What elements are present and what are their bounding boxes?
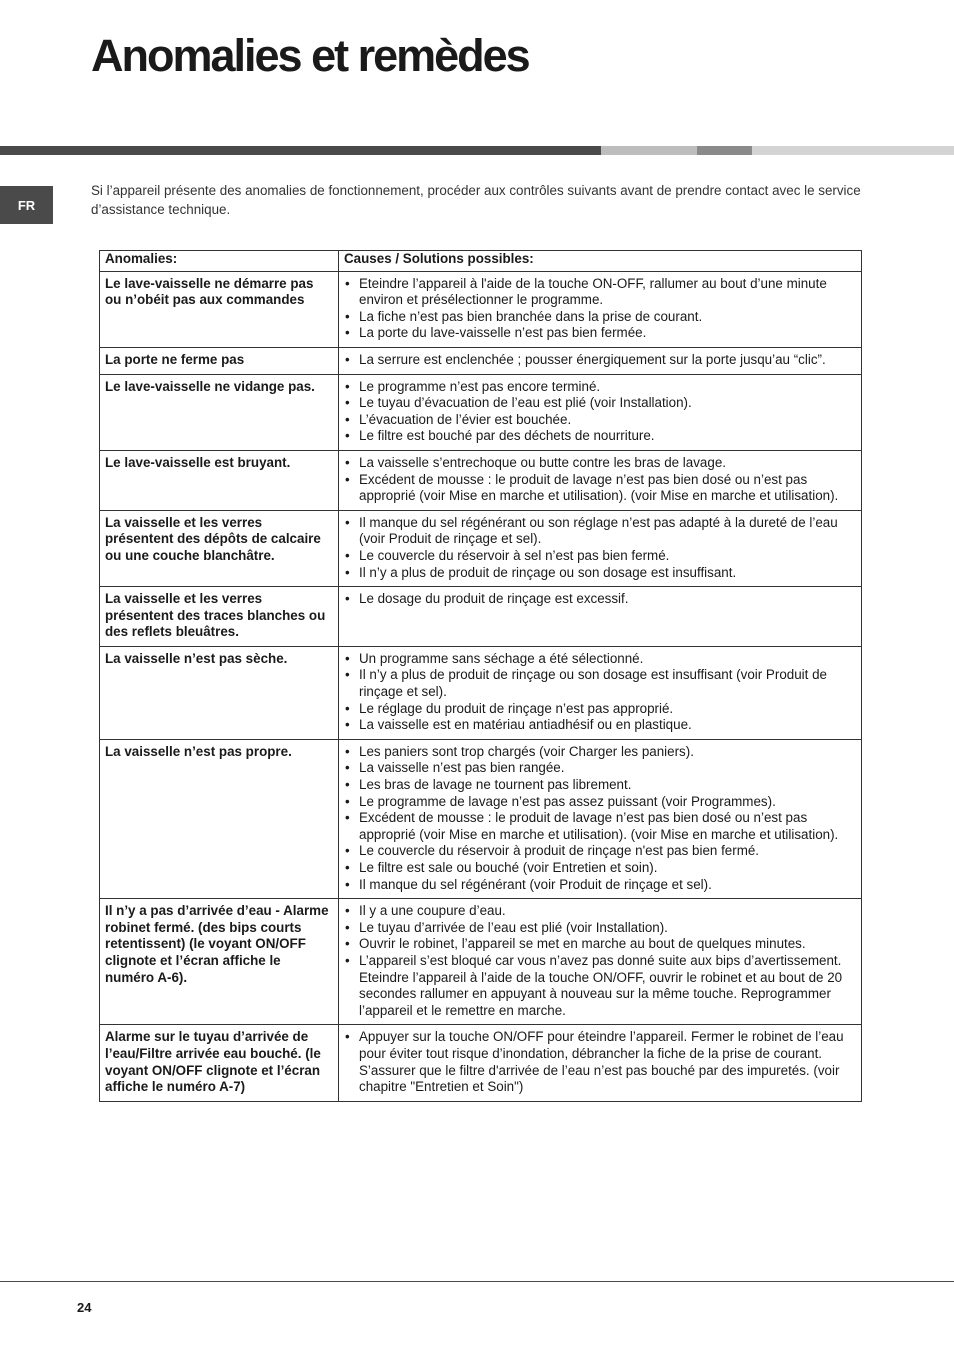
- table-row: [100, 1025, 862, 1101]
- anomaly-cell: La porte ne ferme pas: [100, 347, 339, 374]
- cause-item: • La vaisselle n’est pas bien rangée.: [359, 760, 856, 777]
- cause-item: • Le dosage du produit de rinçage est excessif.: [359, 591, 856, 608]
- causes-cell: [339, 899, 862, 1025]
- cause-item: • Excédent de mousse : le produit de lavage n’est pas bien dosé ou n’est pas approprié (voir Mise en marche et utilisation). (voir Mise en marche et utilisation).: [359, 810, 856, 843]
- causes-cell: [339, 587, 862, 647]
- page-title: Anomalies et remèdes: [91, 30, 529, 81]
- header-rule-mid: [697, 146, 752, 155]
- causes-cell: [339, 739, 862, 898]
- cause-item: • Le tuyau d’évacuation de l’eau est plié (voir Installation).: [359, 395, 856, 412]
- table-row: [100, 899, 862, 1025]
- cause-item: • Le couvercle du réservoir à produit de rinçage n'est pas bien fermé.: [359, 843, 856, 860]
- cause-item: • Le réglage du produit de rinçage n’est pas approprié.: [359, 701, 856, 718]
- cause-item: • La vaisselle est en matériau antiadhésif ou en plastique.: [359, 717, 856, 734]
- cause-item: • Il manque du sel régénérant ou son réglage n’est pas adapté à la dureté de l’eau (voir Produit de rinçage et sel).: [359, 515, 856, 548]
- cause-item: • Un programme sans séchage a été sélectionné.: [359, 651, 856, 668]
- causes-cell: [339, 347, 862, 374]
- cause-item: • Il y a une coupure d’eau.: [359, 903, 856, 920]
- anomaly-cell: La vaisselle et les verres présentent des traces blanches ou des reflets bleuâtres.: [100, 587, 339, 647]
- cause-continuation: S’assurer que le filtre d'arrivée de l’eau n’est pas bouché par des impuretés. (voir chapitre "Entretien et Soin"): [359, 1062, 840, 1095]
- anomaly-cell: La vaisselle et les verres présentent des dépôts de calcaire ou une couche blanchâtre.: [100, 510, 339, 586]
- anomaly-cell: Le lave-vaisselle est bruyant.: [100, 450, 339, 510]
- cause-item: • Il n’y a plus de produit de rinçage ou son dosage est insuffisant (voir Produit de rinçage et sel).: [359, 667, 856, 700]
- header-anomalies: Anomalies:: [100, 251, 339, 272]
- cause-item: • L’évacuation de l’évier est bouchée.: [359, 412, 856, 429]
- header-causes: Causes / Solutions possibles:: [339, 251, 862, 272]
- header-rule-dark: [0, 146, 601, 155]
- cause-item: • La fiche n’est pas bien branchée dans la prise de courant.: [359, 309, 856, 326]
- causes-cell: [339, 1025, 862, 1101]
- cause-item: • Il n’y a plus de produit de rinçage ou son dosage est insuffisant.: [359, 565, 856, 582]
- anomaly-cell: Il n’y a pas d’arrivée d’eau - Alarme robinet fermé. (des bips courts retentissent) (le voyant ON/OFF clignote et l’écran affiche le numéro A-6).: [100, 899, 339, 1025]
- causes-cell: [339, 450, 862, 510]
- header-rule-light: [601, 146, 697, 155]
- table-row: [100, 739, 862, 898]
- table-header-row: [100, 251, 862, 272]
- cause-item: • Il manque du sel régénérant (voir Produit de rinçage et sel).: [359, 877, 856, 894]
- table-row: [100, 587, 862, 647]
- anomaly-cell: Le lave-vaisselle ne démarre pas ou n’obéit pas aux commandes: [100, 271, 339, 347]
- causes-cell: [339, 510, 862, 586]
- cause-item: • L’appareil s’est bloqué car vous n’avez pas donné suite aux bips d’avertissement.: [359, 953, 856, 970]
- table-row: [100, 646, 862, 739]
- cause-continuation: Eteindre l’appareil à l’aide de la touche ON/OFF, ouvrir le robinet et au bout de 20 secondes rallumer en appuyant à nouveau sur la même touche. Reprogrammer l’appareil et le remettre en marche.: [359, 969, 843, 1018]
- cause-item: • Le couvercle du réservoir à sel n’est pas bien fermé.: [359, 548, 856, 565]
- table-row: [100, 271, 862, 347]
- cause-item: • Eteindre l’appareil à l'aide de la touche ON-OFF, rallumer au bout d’une minute environ et présélectionner le programme.: [359, 276, 856, 309]
- table-row: [100, 374, 862, 450]
- causes-cell: [339, 374, 862, 450]
- anomaly-cell: Le lave-vaisselle ne vidange pas.: [100, 374, 339, 450]
- cause-item: • Le filtre est sale ou bouché (voir Entretien et soin).: [359, 860, 856, 877]
- anomaly-cell: La vaisselle n’est pas sèche.: [100, 646, 339, 739]
- cause-item: • Ouvrir le robinet, l’appareil se met en marche au bout de quelques minutes.: [359, 936, 856, 953]
- cause-item: • Le filtre est bouché par des déchets de nourriture.: [359, 428, 856, 445]
- anomaly-cell: Alarme sur le tuyau d’arrivée de l’eau/Filtre arrivée eau bouché. (le voyant ON/OFF clignote et l’écran affiche le numéro A-7): [100, 1025, 339, 1101]
- cause-item: • Le programme de lavage n’est pas assez puissant (voir Programmes).: [359, 794, 856, 811]
- causes-cell: [339, 271, 862, 347]
- cause-item: • Les paniers sont trop chargés (voir Charger les paniers).: [359, 744, 856, 761]
- cause-item: • La porte du lave-vaisselle n’est pas bien fermée.: [359, 325, 856, 342]
- cause-item: • Excédent de mousse : le produit de lavage n’est pas bien dosé ou n’est pas approprié (voir Mise en marche et utilisation). (voir Mise en marche et utilisation).: [359, 472, 856, 505]
- cause-item: • Le tuyau d’arrivée de l’eau est plié (voir Installation).: [359, 920, 856, 937]
- page-number: 24: [77, 1300, 92, 1315]
- table-row: [100, 510, 862, 586]
- anomaly-cell: La vaisselle n’est pas propre.: [100, 739, 339, 898]
- table-row: [100, 450, 862, 510]
- causes-cell: [339, 646, 862, 739]
- troubleshooting-table: [99, 250, 862, 1102]
- cause-item: • La vaisselle s’entrechoque ou butte contre les bras de lavage.: [359, 455, 856, 472]
- intro-text: Si l’appareil présente des anomalies de fonctionnement, procéder aux contrôles suivants avant de prendre contact avec le service d’assistance technique.: [91, 183, 861, 217]
- header-rule-light-end: [752, 146, 954, 155]
- table-row: [100, 347, 862, 374]
- cause-item: • Les bras de lavage ne tournent pas librement.: [359, 777, 856, 794]
- cause-item: • Le programme n’est pas encore terminé.: [359, 379, 856, 396]
- cause-item: • La serrure est enclenchée ; pousser énergiquement sur la porte jusqu’au “clic”.: [359, 352, 856, 369]
- footer-rule: [0, 1281, 954, 1282]
- language-tab: FR: [0, 186, 53, 224]
- cause-item: • Appuyer sur la touche ON/OFF pour éteindre l’appareil. Fermer le robinet de l’eau pour éviter tout risque d’inondation, débrancher la fiche de la prise de courant.: [359, 1029, 856, 1062]
